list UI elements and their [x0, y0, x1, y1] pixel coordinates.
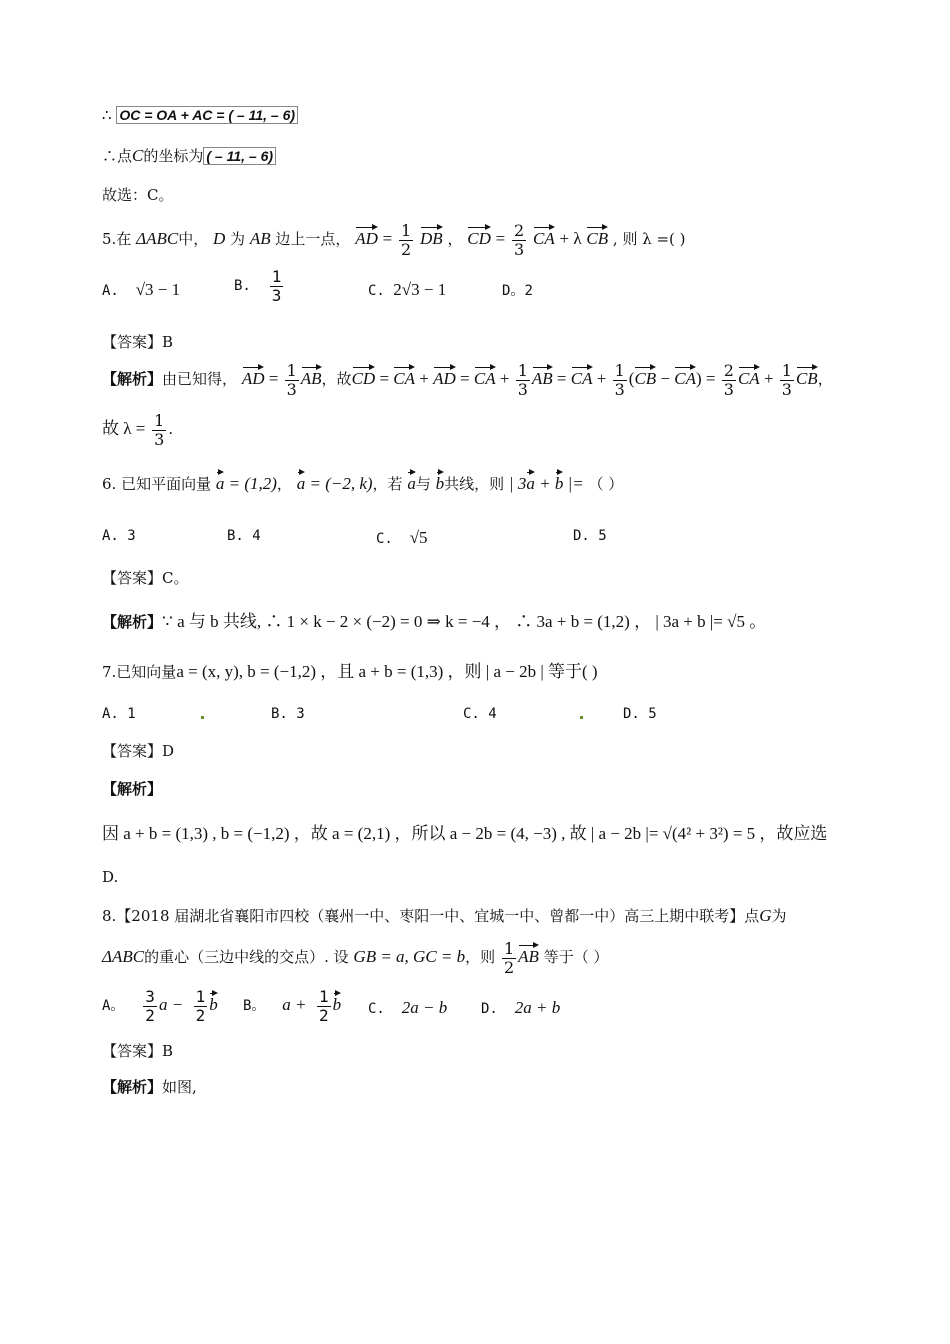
question-6-stem: 6. 已知平面向量 a = (1,2)， a = (−2, k)，若 a与 b共线，则 | 3a + b |= （ ） — [102, 474, 624, 493]
q7-option-c: C. 4 — [463, 706, 497, 722]
triangle-abc: ΔABC — [136, 229, 179, 249]
q8-option-b: B。 a + $\frac{1}{2}$ b — [243, 987, 342, 1025]
artifact-dot — [201, 716, 204, 719]
q5-explanation: 【解析】由已知得， AD = $\frac{1}{3}$ AB，故CD = CA + AD = CA + $\frac{1}{3}$ AB = CA + $\frac{1}{3}$ (CB − CA) = $\frac{2}{3}$ CA + $\frac{1}{3}$ CB， — [102, 361, 833, 399]
q8-option-a: A。 $\frac{3}{2}$ a − $\frac{1}{2}$ b — [102, 987, 218, 1025]
q8-option-c: C. 2a − b — [368, 998, 448, 1017]
q5-text: 中， — [178, 230, 209, 249]
q8-explanation: 【解析】如图, — [102, 1078, 197, 1096]
q5-answer: 【答案】B — [102, 333, 174, 351]
line-c-coordinate — [102, 146, 276, 166]
question-8-stem-1: 8.【2018 届湖北省襄阳市四校（襄州一中、枣阳一中、宜城一中、曾都一中）高三上期中联考】点G为 — [102, 906, 787, 925]
q7-option-b: B. 3 — [271, 706, 305, 722]
q8-option-d: D. 2a + b — [481, 998, 561, 1017]
q6-option-c: C. √5 — [376, 528, 428, 547]
oc-equation-box: OC = OA + AC = ( – 11, – 6) — [116, 106, 298, 124]
question-5-stem: 5.在 ΔABC中， D 为 AB 边上一点， AD = $\frac{1}{2}$ DB ， CD = $\frac{2}{3}$ CA + λ CB , 则 λ =( ) — [102, 221, 686, 259]
artifact-dot — [580, 716, 583, 719]
therefore-symbol: ∴ — [102, 106, 112, 124]
q6-answer: 【答案】C。 — [102, 569, 189, 587]
q5-explanation-lambda: 故 λ = $\frac{1}{3}$ . — [102, 411, 174, 449]
vector-cd: CD — [467, 229, 491, 249]
q5-label: 5.在 — [102, 230, 132, 249]
q5-option-c: C. 2√3 − 1 — [368, 280, 447, 299]
question-7-stem: 7.已知向量a = (x, y), b = (−1,2) ，且 a + b = (1,3) ，则 | a − 2b | 等于( ) — [102, 662, 598, 681]
vector-ca: CA — [533, 229, 555, 249]
q5-ask-lambda: , 则 λ =( ) — [612, 230, 686, 249]
q5-text: 为 — [230, 230, 246, 249]
line-oc-equation — [102, 106, 298, 124]
q5-text: 边上一点， — [275, 230, 351, 249]
question-8-stem-2: ΔABC的重心（三边中线的交点）. 设 GB = a, GC = b，则 $\frac{1}{2}$ AB 等于（ ） — [102, 939, 609, 977]
coordinate-text: 的坐标为 — [143, 147, 204, 165]
point-d: D — [212, 229, 226, 249]
q6-option-a: A. 3 — [102, 528, 136, 544]
q7-explanation: 因 a + b = (1,3) , b = (−1,2) ，故 a = (2,1) ，所以 a − 2b = (4, −3) , 故 | a − 2b |= √(4² + 3²) = 5 ，故应选 — [102, 824, 828, 843]
q7-answer: 【答案】D — [102, 742, 175, 760]
fraction-two-thirds: $\frac{2}{3}$ — [514, 221, 525, 259]
q8-answer: 【答案】B — [102, 1042, 174, 1060]
q7-explanation-end: D. — [102, 868, 119, 886]
segment-ab: AB — [249, 229, 271, 249]
q7-option-d: D. 5 — [623, 706, 657, 722]
fraction-one-half: $\frac{1}{2}$ — [401, 221, 412, 259]
vector-db: DB — [420, 229, 443, 249]
vector-cb: CB — [586, 229, 609, 249]
coordinate-box: ( – 11, – 6) — [203, 147, 276, 165]
q5-option-b: B. $\frac{1}{3}$ — [234, 267, 282, 305]
q5-option-a: A. √3 − 1 — [102, 280, 181, 299]
therefore-point: ∴点 — [102, 147, 133, 165]
q6-option-b: B. 4 — [227, 528, 261, 544]
q6-option-d: D. 5 — [573, 528, 607, 544]
q5-option-d: D。2 — [502, 283, 533, 299]
q7-explanation-head: 【解析】 — [102, 780, 163, 798]
choice-c-conclusion: 故选：C。 — [102, 186, 174, 204]
q7-option-a: A. 1 — [102, 706, 136, 722]
point-c: C — [132, 146, 144, 165]
q6-explanation: 【解析】∵ a 与 b 共线, ∴ 1 × k − 2 × (−2) = 0 ⇒ k = −4 ， ∴ 3a + b = (1,2) ， | 3a + b |= √5 。 — [102, 612, 767, 631]
vector-ad: AD — [355, 229, 378, 249]
